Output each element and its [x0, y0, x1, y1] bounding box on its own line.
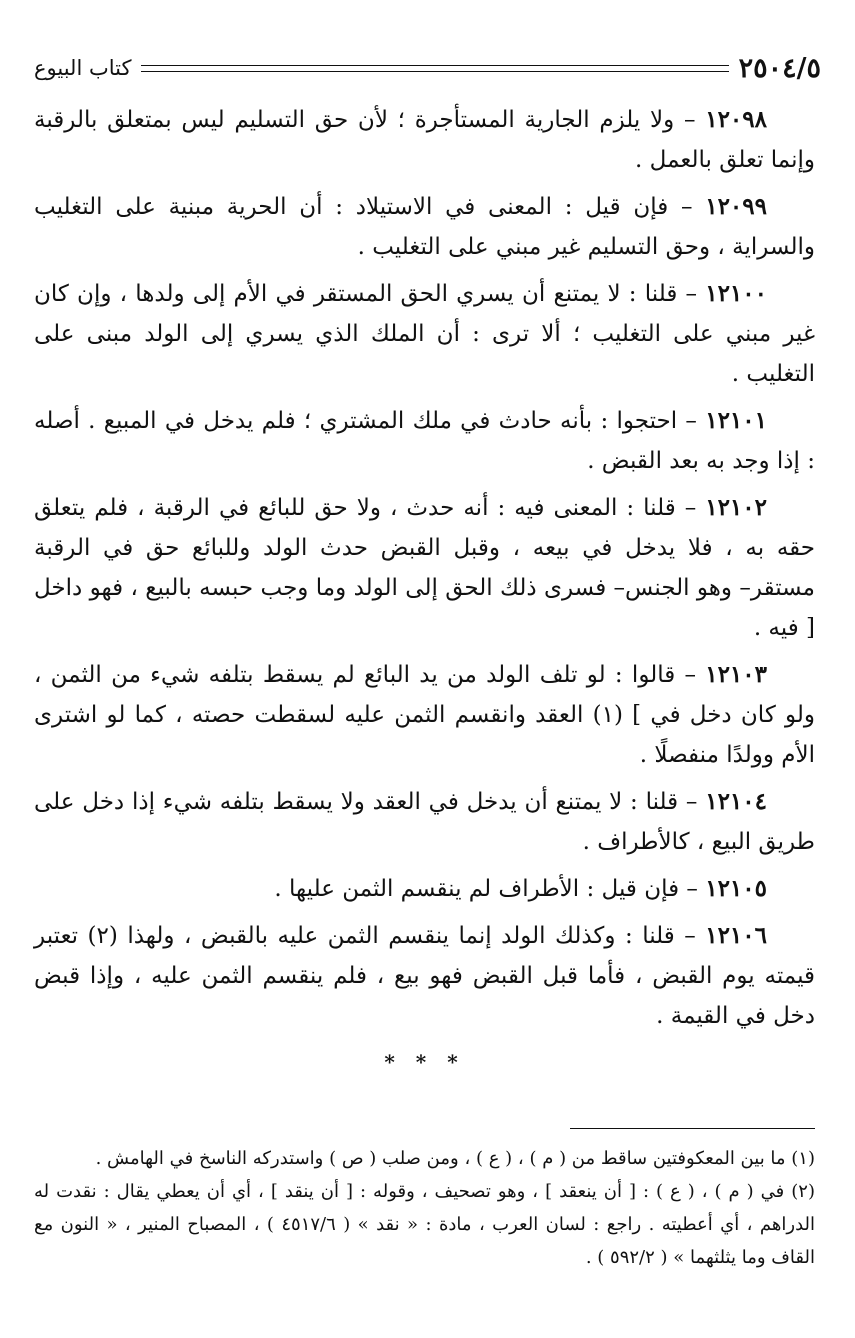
paragraph-12105 [34, 869, 815, 909]
paragraph-text: – ولا يلزم الجارية المستأجرة ؛ لأن حق التسليم ليس بمتعلق بالرقبة وإنما تعلق بالعمل . [34, 107, 815, 173]
paragraph-number: ١٢١٠٣ [705, 661, 767, 688]
paragraph-number: ١٢١٠٤ [705, 788, 767, 815]
paragraph-text: – فإن قيل : الأطراف لم ينقسم الثمن عليها . [274, 876, 706, 902]
paragraph-12101 [34, 401, 815, 481]
paragraph-number: ١٢١٠١ [705, 407, 767, 434]
footnote-1: (١) ما بين المعكوفتين ساقط من ( م ) ، ( ع ) ، ومن صلب ( ص ) واستدركه الناسخ في الهامش . [95, 1148, 815, 1169]
paragraph-number: ١٢١٠٦ [705, 922, 767, 949]
page-number: ٢٥٠٤/٥ [738, 52, 821, 84]
paragraph-number: ١٢١٠٠ [705, 280, 767, 307]
paragraph-text: – احتجوا : بأنه حادث في ملك المشتري ؛ فلم يدخل في المبيع . أصله : إذا وجد به بعد القبض . [34, 408, 815, 474]
paragraph-12104 [34, 782, 815, 862]
paragraph-number: ١٢٠٩٩ [705, 193, 767, 220]
book-title: كتاب البيوع [34, 56, 132, 80]
paragraph-12106 [34, 916, 815, 1036]
paragraph-12102 [34, 488, 815, 648]
paragraph-12103 [34, 655, 815, 775]
header-double-rule [141, 65, 728, 72]
paragraph-text: – قالوا : لو تلف الولد من يد البائع لم يسقط بتلفه شيء من الثمن ، ولو كان دخل في ] (١) العقد وانقسم الثمن عليه لسقطت حصته ، كما لو اشترى الأم وولدًا منفصلًا . [34, 662, 816, 768]
paragraph-text: – قلنا : المعنى فيه : أنه حدث ، ولا حق للبائع في الرقبة ، فلم يتعلق حقه به ، فلا يدخل في بيعه ، وقبل القبض حدث الولد وللبائع حق في الرقبة مستقر– وهو الجنس– فسرى ذلك الحق إلى الولد وما وجب حبسه بالبيع ، فهو داخل [ فيه . [34, 495, 815, 641]
running-header [34, 48, 821, 88]
section-separator: * * * [384, 1050, 465, 1074]
paragraph-number: ١٢٠٩٨ [705, 106, 767, 133]
paragraph-text: – فإن قيل : المعنى في الاستيلاد : أن الحرية مبنية على التغليب والسراية ، وحق التسليم غير مبني على التغليب . [34, 194, 815, 260]
footnote-2: (٢) في ( م ) ، ( ع ) : [ أن ينعقد ] ، وهو تصحيف ، وقوله : [ أن ينقد ] ، أي أن يعطي يقال : نقدت له الدراهم ، أي أعطيته . راجع : لسان العرب ، مادة : « نقد » ( ٤٥١٧/٦ ) ، المصباح المنير ، « النون مع القاف وما يثلثهما » ( ٥٩٢/٢ ) . [34, 1181, 815, 1268]
main-text [34, 100, 815, 1074]
paragraph-12098 [34, 100, 815, 180]
paragraph-text: – قلنا : وكذلك الولد إنما ينقسم الثمن عليه بالقبض ، ولهذا (٢) تعتبر قيمته يوم القبض ، فأما قبل القبض فهو بيع ، فلم ينقسم الثمن عليه ، وإذا قبض دخل في القيمة . [34, 923, 815, 1029]
paragraph-number: ١٢١٠٢ [705, 494, 767, 521]
paragraph-number: ١٢١٠٥ [705, 875, 767, 902]
paragraph-text: – قلنا : لا يمتنع أن يسري الحق المستقر في الأم إلى ولدها ، وإن كان غير مبني على التغليب ؛ ألا ترى : أن الملك الذي يسري إلى الولد مبنى على التغليب . [34, 281, 815, 387]
footnote-rule [570, 1128, 815, 1129]
paragraph-text: – قلنا : لا يمتنع أن يدخل في العقد ولا يسقط بتلفه شيء إذا دخل على طريق البيع ، كالأطراف . [34, 789, 815, 855]
footnotes [34, 1142, 815, 1274]
paragraph-12100 [34, 274, 815, 394]
paragraph-12099 [34, 187, 815, 267]
